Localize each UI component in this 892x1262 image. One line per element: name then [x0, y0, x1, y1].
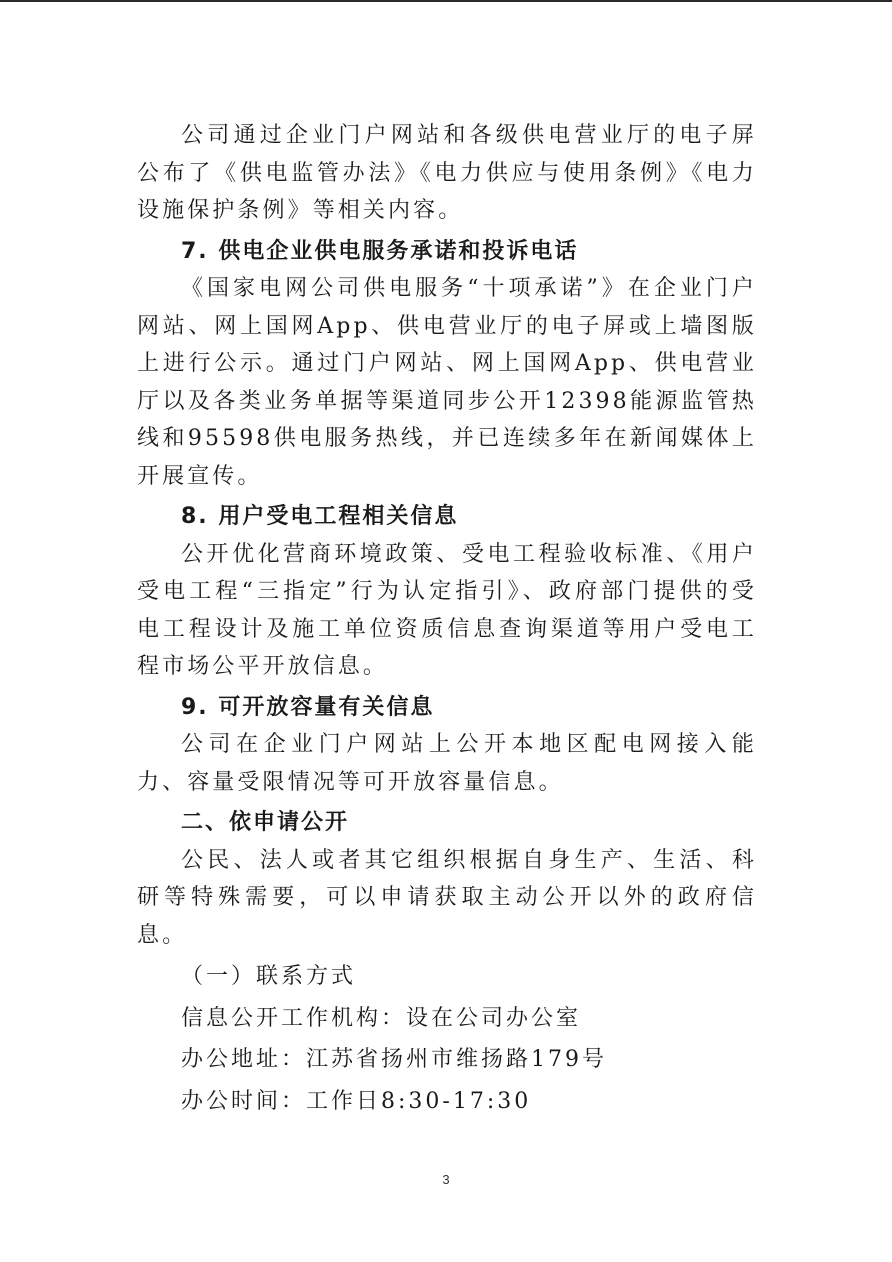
page-number: 3 — [442, 1172, 450, 1187]
top-border-line — [0, 0, 892, 2]
paragraph-open-capacity: 公司在企业门户网站上公开本地区配电网接入能力、容量受限情况等可开放容量信息。 — [137, 732, 757, 795]
contact-hours: 办公时间：工作日8:30-17:30 — [181, 1088, 532, 1114]
paragraph-service-commitment: 《国家电网公司供电服务“十项承诺”》在企业门户网站、网上国网App、供电营业厅的电子屏或上墙图版上进行公示。通过门户网站、网上国网App、供电营业厅以及各类业务单据等渠道同步公开12398能源监管热线和95598供电服务热线，并已连续多年在新闻媒体上开展宣传。 — [137, 276, 757, 489]
document-body — [137, 117, 757, 1120]
paragraph-disclosure-regulations: 公司通过企业门户网站和各级供电营业厅的电子屏公布了《供电监管办法》《电力供应与使用条例》《电力设施保护条例》等相关内容。 — [137, 123, 757, 223]
heading-open-capacity: 9. 可开放容量有关信息 — [181, 694, 435, 720]
subheading-contact-info: （一）联系方式 — [181, 964, 357, 989]
paragraph-user-power-project: 公开优化营商环境政策、受电工程验收标准、《用户受电工程“三指定”行为认定指引》、政府部门提供的受电工程设计及施工单位资质信息查询渠道等用户受电工程市场公平开放信息。 — [137, 541, 757, 679]
heading-user-power-project: 8. 用户受电工程相关信息 — [181, 504, 459, 529]
heading-service-commitment: 7. 供电企业供电服务承诺和投诉电话 — [181, 238, 579, 264]
paragraph-disclosure-by-application: 公民、法人或者其它组织根据自身生产、生活、科研等特殊需要，可以申请获取主动公开以外的政府信息。 — [137, 847, 757, 948]
contact-office: 信息公开工作机构：设在公司办公室 — [181, 1005, 582, 1031]
heading-disclosure-by-application: 二、依申请公开 — [181, 810, 350, 835]
contact-address: 办公地址：江苏省扬州市维扬路179号 — [181, 1047, 607, 1072]
